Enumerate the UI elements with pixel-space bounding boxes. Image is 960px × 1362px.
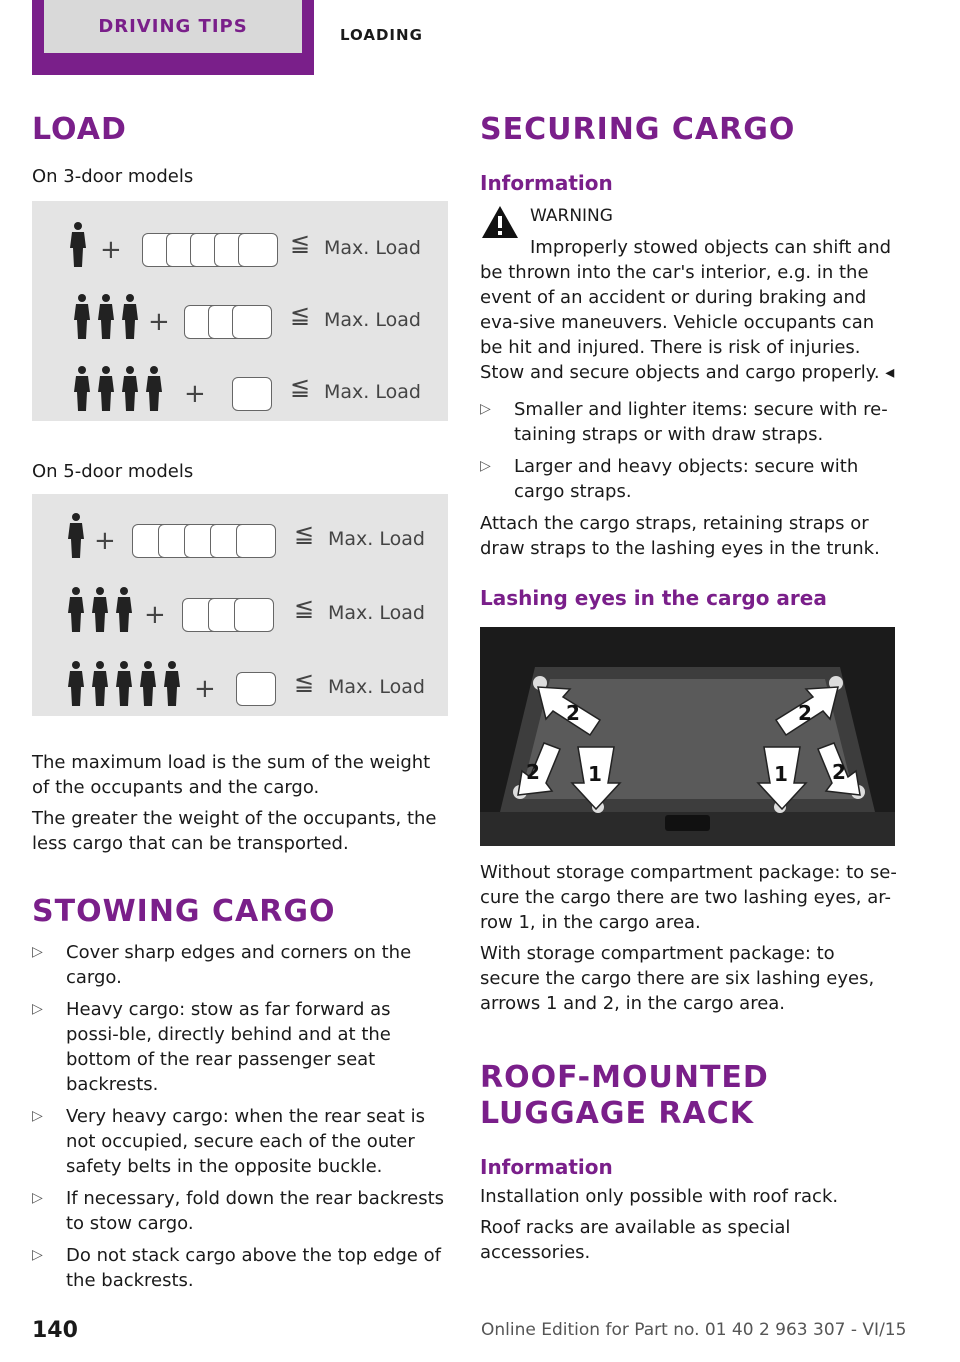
svg-text:2: 2 (798, 701, 812, 725)
max-load-label: Max. Load (324, 381, 421, 403)
person-icon (120, 293, 140, 339)
list-item: ▷ Do not stack cargo above the top edge of the backrests. (32, 1245, 441, 1291)
header-tab-label: DRIVING TIPS (44, 0, 302, 53)
less-equal-icon: ≦ (290, 301, 311, 329)
max-load-label: Max. Load (328, 676, 425, 698)
footer-edition: Online Edition for Part no. 01 40 2 963 307 - VI/15 (481, 1320, 907, 1340)
person-icon (120, 365, 140, 411)
three-door-label: On 3-door models (32, 166, 194, 187)
less-equal-icon: ≦ (294, 668, 315, 696)
person-icon (162, 660, 182, 706)
list-item: ▷ If necessary, fold down the rear backrests to stow cargo. (32, 1188, 445, 1234)
cargo-box-icon (232, 305, 272, 339)
person-icon (68, 221, 88, 267)
cargo-area-photo (480, 627, 895, 846)
svg-text:1: 1 (588, 762, 602, 786)
header-tab-loading[interactable]: LOADING (340, 26, 423, 44)
person-icon (66, 586, 86, 632)
five-door-label: On 5-door models (32, 461, 194, 482)
securing-info-heading: Information (480, 171, 613, 195)
warning-label: WARNING (530, 206, 613, 226)
max-load-label: Max. Load (324, 237, 421, 259)
roof-line-2: Roof racks are available as special accessories. (480, 1217, 791, 1263)
warning-icon (480, 204, 520, 240)
load-title: LOAD (32, 112, 127, 147)
load-row: + ≦ Max. Load (32, 365, 448, 425)
person-icon (90, 586, 110, 632)
person-icon (72, 293, 92, 339)
person-icon (66, 512, 86, 558)
svg-text:2: 2 (566, 701, 580, 725)
warning-block (480, 204, 898, 385)
stowing-title: STOWING CARGO (32, 894, 336, 929)
list-item: ▷ Larger and heavy objects: secure with cargo straps. (480, 456, 859, 502)
less-equal-icon: ≦ (294, 594, 315, 622)
list-item: ▷ Smaller and lighter items: secure with re-taining straps or with draw straps. (480, 399, 888, 445)
person-icon (144, 365, 164, 411)
securing-title: SECURING CARGO (480, 112, 796, 147)
roof-rack-title: ROOF-MOUNTED LUGGAGE RACK (480, 1060, 769, 1131)
left-column (32, 112, 448, 1300)
svg-text:2: 2 (526, 760, 540, 784)
list-item: ▷ Very heavy cargo: when the rear seat is not occupied, secure each of the outer safety belts in the opposite buckle. (32, 1106, 426, 1177)
cargo-box-icon (236, 672, 276, 706)
load-row: + ≦ Max. Load (32, 586, 448, 646)
max-load-label: Max. Load (324, 309, 421, 331)
triangle-bullet-icon: ▷ (32, 1108, 43, 1124)
header-tab-driving-tips[interactable] (32, 0, 314, 75)
load-row: + ≦ Max. Load (32, 221, 448, 281)
less-equal-icon: ≦ (290, 229, 311, 257)
person-icon (114, 660, 134, 706)
triangle-bullet-icon: ▷ (480, 458, 491, 474)
less-equal-icon: ≦ (294, 520, 315, 548)
load-row: + ≦ Max. Load (32, 293, 448, 353)
person-icon (90, 660, 110, 706)
svg-text:1: 1 (774, 762, 788, 786)
person-icon (138, 660, 158, 706)
person-icon (72, 365, 92, 411)
attach-text: Attach the cargo straps, retaining straps or draw straps to the lashing eyes in the trunk. (480, 513, 880, 559)
load-figure-5-door (32, 494, 448, 716)
list-item: ▷ Cover sharp edges and corners on the cargo. (32, 942, 412, 988)
warning-text: Improperly stowed objects can shift and be thrown into the car's interior, e.g. in the event of an accident or during braking and eva-sive maneuvers. Vehicle occupants can be hit and injured. There is risk of injuries. Stow and secure objects and cargo properly. ◂ (480, 237, 895, 383)
cargo-area-illustration (480, 627, 895, 846)
stowing-list (32, 940, 448, 1293)
load-paragraph-1: The maximum load is the sum of the weight of the occupants and the cargo. (32, 752, 431, 798)
triangle-bullet-icon: ▷ (32, 1190, 43, 1206)
load-row: + ≦ Max. Load (32, 512, 448, 572)
with-package-text: With storage compartment package: to secure the cargo there are six lashing eyes, arrows 1 and 2, in the cargo area. (480, 943, 875, 1014)
cargo-box-icon (238, 233, 278, 267)
cargo-box-icon (236, 524, 276, 558)
cargo-box-icon (234, 598, 274, 632)
person-icon (114, 586, 134, 632)
securing-list (480, 397, 898, 504)
max-load-label: Max. Load (328, 602, 425, 624)
page-number: 140 (32, 1318, 78, 1343)
triangle-bullet-icon: ▷ (32, 944, 43, 960)
cargo-box-icon (232, 377, 272, 411)
person-icon (96, 365, 116, 411)
triangle-bullet-icon: ▷ (32, 1247, 43, 1263)
without-package-text: Without storage compartment package: to se-cure the cargo there are two lashing eyes, ar-row 1, in the cargo area. (480, 862, 897, 933)
max-load-label: Max. Load (328, 528, 425, 550)
load-paragraph-2: The greater the weight of the occupants, the less cargo that can be transported. (32, 808, 437, 854)
less-equal-icon: ≦ (290, 373, 311, 401)
list-item: ▷ Heavy cargo: stow as far forward as possi-ble, directly behind and at the bottom of the rear passenger seat backrests. (32, 999, 391, 1095)
svg-text:2: 2 (832, 760, 846, 784)
roof-line-1: Installation only possible with roof rack. (480, 1186, 839, 1207)
load-row: + ≦ Max. Load (32, 660, 448, 720)
right-column (480, 112, 898, 1265)
person-icon (96, 293, 116, 339)
triangle-bullet-icon: ▷ (32, 1001, 43, 1017)
load-figure-3-door (32, 201, 448, 421)
person-icon (66, 660, 86, 706)
triangle-bullet-icon: ▷ (480, 401, 491, 417)
lashing-heading: Lashing eyes in the cargo area (480, 586, 827, 610)
roof-info-heading: Information (480, 1155, 613, 1179)
